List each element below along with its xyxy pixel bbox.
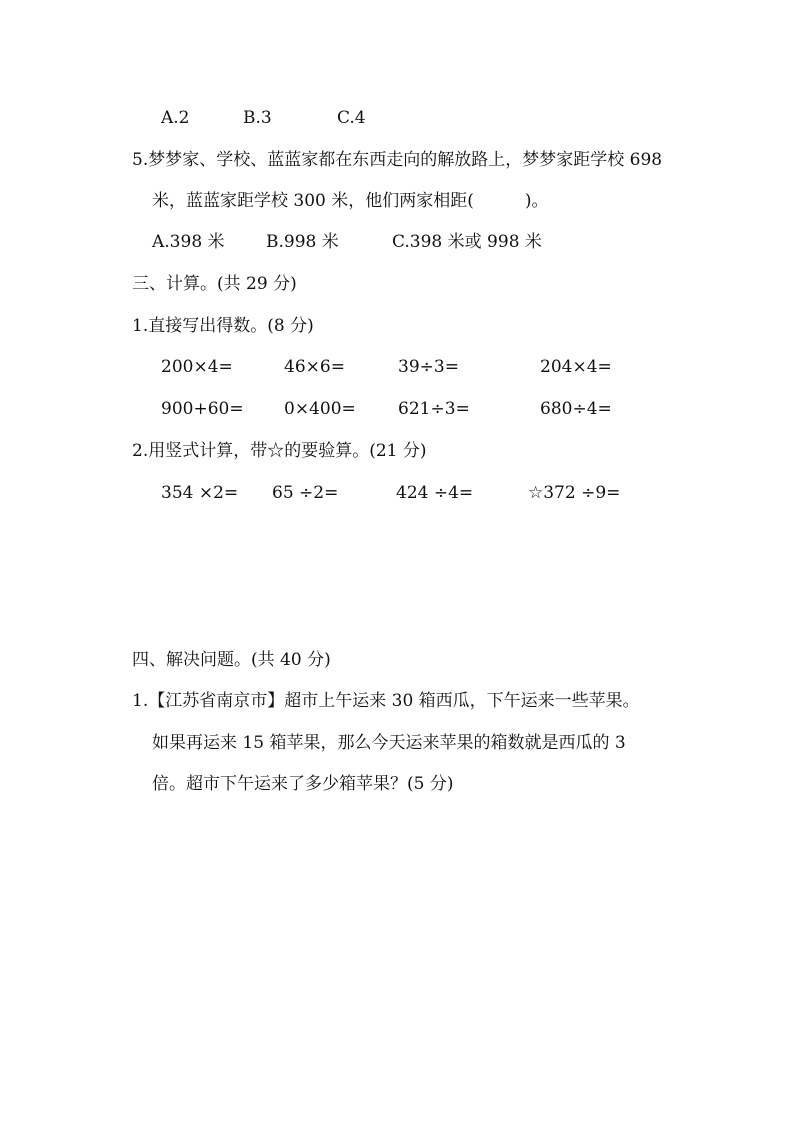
q5-option-b: B.998 米 — [266, 232, 339, 252]
section-3-sub-1-heading: 1.直接写出得数。(8 分) — [132, 316, 314, 336]
q4-option-c: C.4 — [337, 108, 366, 128]
mental-math-item: 0×400= — [284, 399, 356, 419]
q5-text-line-2: 米，蓝蓝家距学校 300 米，他们两家相距( )。 — [152, 191, 549, 211]
mental-math-item: 39÷3= — [398, 357, 459, 377]
q5-option-a: A.398 米 — [152, 232, 225, 252]
section-3-heading: 三、计算。(共 29 分) — [132, 274, 297, 294]
mental-math-item: 680÷4= — [540, 399, 612, 419]
vertical-calc-item: ☆372 ÷9= — [528, 483, 621, 503]
vertical-calc-item: 354 ×2= — [161, 483, 239, 503]
vertical-calc-item: 65 ÷2= — [272, 483, 339, 503]
section-3-sub-2-heading: 2.用竖式计算，带☆的要验算。(21 分) — [132, 441, 427, 461]
mental-math-item: 200×4= — [161, 357, 233, 377]
section-4-q1-line-3: 倍。超市下午运来了多少箱苹果？(5 分) — [152, 774, 454, 794]
mental-math-item: 204×4= — [540, 357, 612, 377]
q4-option-a: A.2 — [161, 108, 190, 128]
mental-math-item: 621÷3= — [398, 399, 470, 419]
mental-math-item: 46×6= — [284, 357, 345, 377]
section-4-q1-line-1: 1.【江苏省南京市】超市上午运来 30 箱西瓜，下午运来一些苹果。 — [132, 691, 640, 711]
vertical-calc-item: 424 ÷4= — [396, 483, 474, 503]
mental-math-item: 900+60= — [161, 399, 244, 419]
section-4-q1-line-2: 如果再运来 15 箱苹果，那么今天运来苹果的箱数就是西瓜的 3 — [152, 733, 626, 753]
section-4-heading: 四、解决问题。(共 40 分) — [132, 650, 331, 670]
q4-option-b: B.3 — [243, 108, 272, 128]
q5-text-line-1: 5.梦梦家、学校、蓝蓝家都在东西走向的解放路上，梦梦家距学校 698 — [132, 150, 663, 170]
q5-option-c: C.398 米或 998 米 — [392, 232, 542, 252]
